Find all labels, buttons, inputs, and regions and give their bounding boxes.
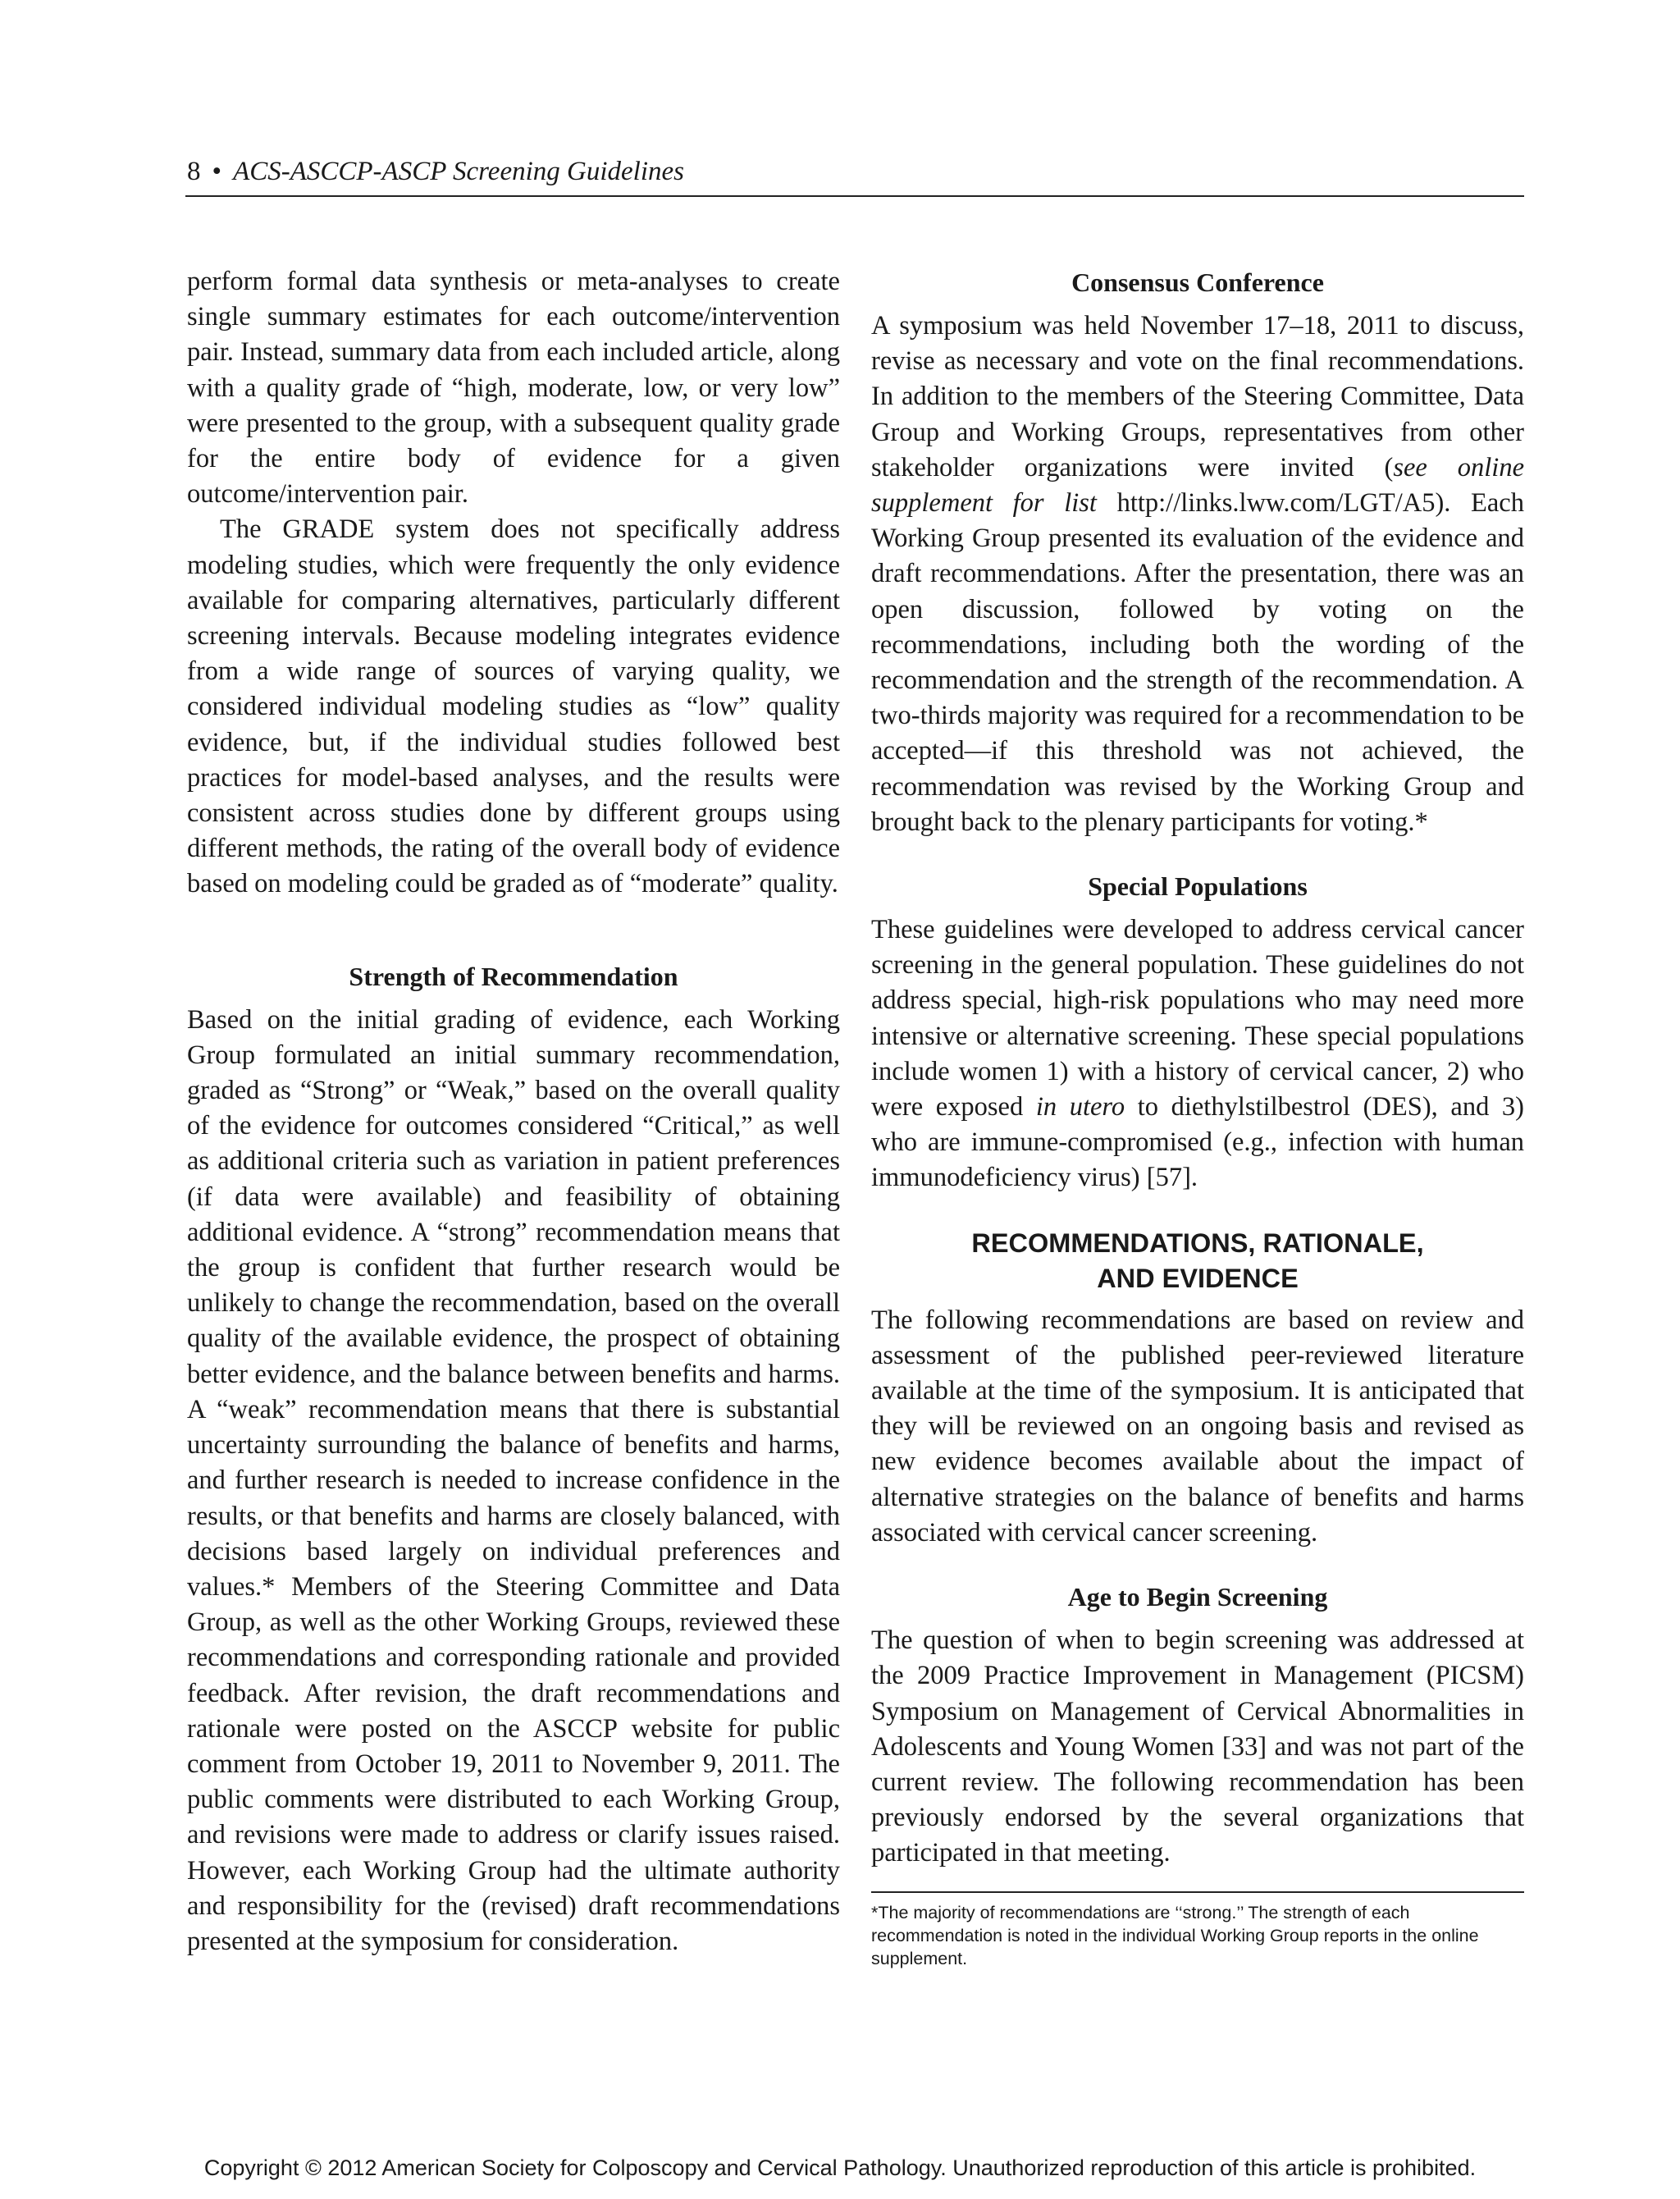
consensus-text-start: A symposium was held November 17–18, 2011 to discuss, revise as necessary and vote on the final recommendations. In addition to the members of the Steering Committee, Data Group and Working Groups, representatives from other stakeholder organizations were invited (: [871, 311, 1524, 482]
left-column: [187, 264, 840, 1959]
paragraph-special-populations: [871, 912, 1524, 1196]
journal-title: ACS-ASCCP-ASCP Screening Guidelines: [233, 157, 684, 186]
right-column: [871, 264, 1524, 1970]
footnote: *The majority of recommendations are ‘‘strong.’’ The strength of each recommendation is noted in the individual Working Group reports in the online supplement.: [871, 1902, 1479, 1968]
heading-special-populations: Special Populations: [1088, 871, 1308, 902]
footnote-rule: [871, 1891, 1524, 1893]
paragraph-recommendations-intro: The following recommendations are based on review and assessment of the published peer-reviewed literature available at the time of the symposium. It is anticipated that they will be reviewed on an ongoing basis and revised as new evidence becomes available about the impact of alternative strategies on the balance of benefits and harms associated with cervical cancer screening.: [871, 1305, 1524, 1548]
heading-age-to-begin-screening: Age to Begin Screening: [1067, 1582, 1328, 1612]
special-text-end: to diethylstilbestrol (DES), and 3) who are immune-compromised (e.g., infection with human immunodeficiency virus) [57].: [871, 1092, 1524, 1193]
paragraph-consensus-conference: [871, 309, 1524, 840]
consensus-text-end: http://links.lww.com/LGT/A5). Each Working Group presented its evaluation of the evidence and draft recommendations. After the presentation, there was an open discussion, followed by voting on the recommendations, including both the wording of the recommendation and the strength of the recommendation. A two-thirds majority was required for a recommendation to be accepted—if this threshold was not achieved, the recommendation was revised by the Working Group and brought back to the plenary participants for voting.*: [871, 488, 1524, 837]
section-heading-recommendations: [871, 1226, 1524, 1296]
copyright-notice: Copyright © 2012 American Society for Colposcopy and Cervical Pathology. Unauthorized reproduction of this article is prohibited.: [203, 2156, 1477, 2180]
running-head: [187, 153, 684, 190]
header-rule: [185, 195, 1524, 197]
paragraph-strength-of-recommendation: Based on the initial grading of evidence, each Working Group formulated an initial summary recommendation, graded as “Strong” or “Weak,” based on the overall quality of the evidence for outcomes considered “Critical,” as well as additional criteria such as variation in patient preferences (if data were available) and feasibility of obtaining additional evidence. A “strong” recommendation means that the group is confident that further research would be unlikely to change the recommendation, based on the overall quality of the available evidence, the prospect of obtaining better evidence, and the balance between benefits and harms. A “weak” recommendation means that there is substantial uncertainty surrounding the balance of benefits and harms, and further research is needed to increase confidence in the results, or that benefits and harms are closely balanced, with decisions based largely on individual preferences and values.* Members of the Steering Committee and Data Group, as well as the other Working Groups, reviewed these recommendations and corresponding rationale and provided feedback. After revision, the draft recommendations and rationale were posted on the ASCCP website for public comment from October 19, 2011 to November 9, 2011. The public comments were distributed to each Working Group, and revisions were made to address or clarify issues raised. However, each Working Group had the ultimate authority and responsibility for the (revised) draft recommendations presented at the symposium for consideration.: [187, 1004, 840, 1956]
page-number: 8: [187, 157, 201, 186]
header-separator: •: [212, 157, 222, 186]
heading-strength-of-recommendation: Strength of Recommendation: [349, 961, 678, 991]
paragraph-age-to-begin-screening: The question of when to begin screening was addressed at the 2009 Practice Improvement in Management (PICSM) Symposium on Management of Cervical Abnormalities in Adolescents and Young Women [33] and was not part of the current review. The following recommendation has been previously endorsed by the several organizations that participated in that meeting.: [871, 1625, 1524, 1868]
section-heading-line-1: RECOMMENDATIONS, RATIONALE,: [971, 1228, 1424, 1258]
special-text-italic: in utero: [1035, 1092, 1125, 1122]
paragraph-grade-modeling: The GRADE system does not specifically address modeling studies, which were frequently the only evidence available for comparing alternatives, particularly different screening intervals. Because modeling integrates evidence from a wide range of sources of varying quality, we considered individual modeling studies as “low” quality evidence, but, if the individual studies followed best practices for model-based analyses, and the results were consistent across studies done by different groups using different methods, the rating of the overall body of evidence based on modeling could be graded as of “moderate” quality.: [187, 514, 840, 899]
heading-consensus-conference: Consensus Conference: [1071, 267, 1324, 297]
special-text-start: These guidelines were developed to address cervical cancer screening in the general population. These guidelines do not address special, high-risk populations who may need more intensive or alternative screening. These special populations include women 1) with a history of cervical cancer, 2) who were exposed: [871, 915, 1524, 1122]
consensus-text-italic: see online supplement for list: [871, 452, 1524, 519]
paragraph-data-synthesis: perform formal data synthesis or meta-analyses to create single summary estimates for each outcome/intervention pair. Instead, summary data from each included article, along with a quality grade of “high, moderate, low, or very low” were presented to the group, with a subsequent quality grade for the entire body of evidence for a given outcome/intervention pair.: [187, 267, 840, 510]
section-heading-line-2: AND EVIDENCE: [1097, 1263, 1299, 1293]
